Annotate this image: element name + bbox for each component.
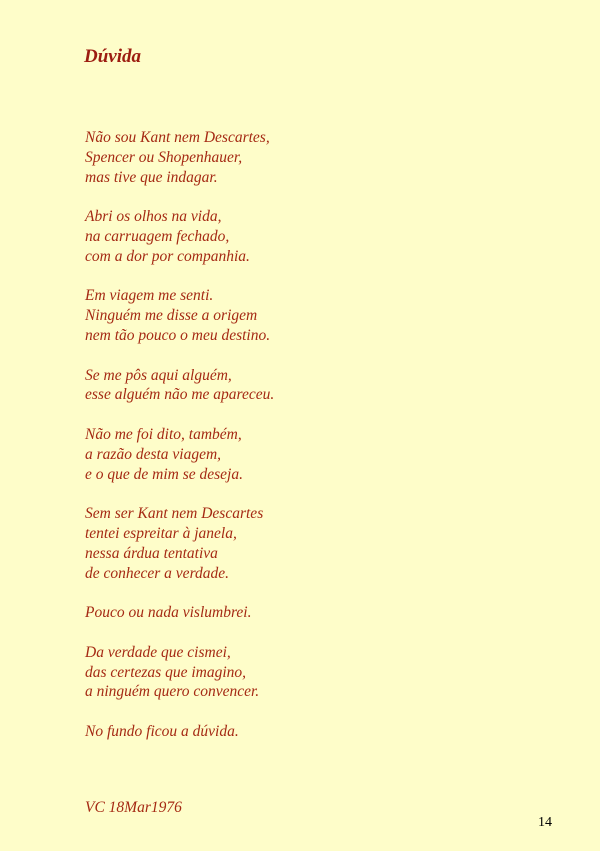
stanza (85, 207, 545, 266)
poem-line: Não sou Kant nem Descartes, (85, 129, 270, 146)
poem-line: na carruagem fechado, (85, 227, 230, 245)
poem-line: Da verdade que cismei, (85, 643, 231, 661)
poem-signature-date: VC 18Mar1976 (85, 799, 182, 816)
poem-line: e o que de mim se deseja. (85, 465, 243, 483)
poem-line: Sem ser Kant nem Descartes (85, 505, 264, 523)
poem-line: Ninguém me disse a origem (85, 307, 258, 325)
stanza (85, 128, 545, 187)
poem-line: tentei espreitar à janela, (85, 524, 237, 542)
poem-line: a ninguém quero convencer. (85, 683, 260, 701)
poem-line: Se me pôs aqui alguém, (85, 366, 232, 384)
poem-title: Dúvida (84, 46, 141, 67)
poem-line: das certezas que imagino, (85, 663, 247, 681)
poem-body (85, 128, 545, 762)
poem-line: esse alguém não me apareceu. (85, 386, 275, 404)
stanza (85, 643, 545, 702)
poem-line: Em viagem me senti. (85, 287, 214, 305)
poem-line: Spencer ou Shopenhauer, (85, 148, 243, 166)
poem-line: No fundo ficou a dúvida. (85, 722, 239, 740)
poem-line: nessa árdua tentativa (85, 544, 218, 562)
stanza (85, 366, 545, 406)
stanza (85, 603, 545, 623)
poem-line: mas tive que indagar. (85, 168, 218, 186)
stanza (85, 722, 545, 742)
stanza (85, 504, 545, 583)
poem-line: Não me foi dito, também, (85, 425, 242, 443)
poem-line: a razão desta viagem, (85, 445, 222, 463)
stanza (85, 425, 545, 484)
poem-line: Abri os olhos na vida, (85, 208, 222, 226)
page-number: 14 (538, 815, 552, 830)
stanza (85, 286, 545, 345)
poem-line: nem tão pouco o meu destino. (85, 326, 271, 344)
poem-line: Pouco ou nada vislumbrei. (85, 604, 252, 622)
poem-line: com a dor por companhia. (85, 247, 250, 265)
poem-line: de conhecer a verdade. (85, 564, 230, 582)
